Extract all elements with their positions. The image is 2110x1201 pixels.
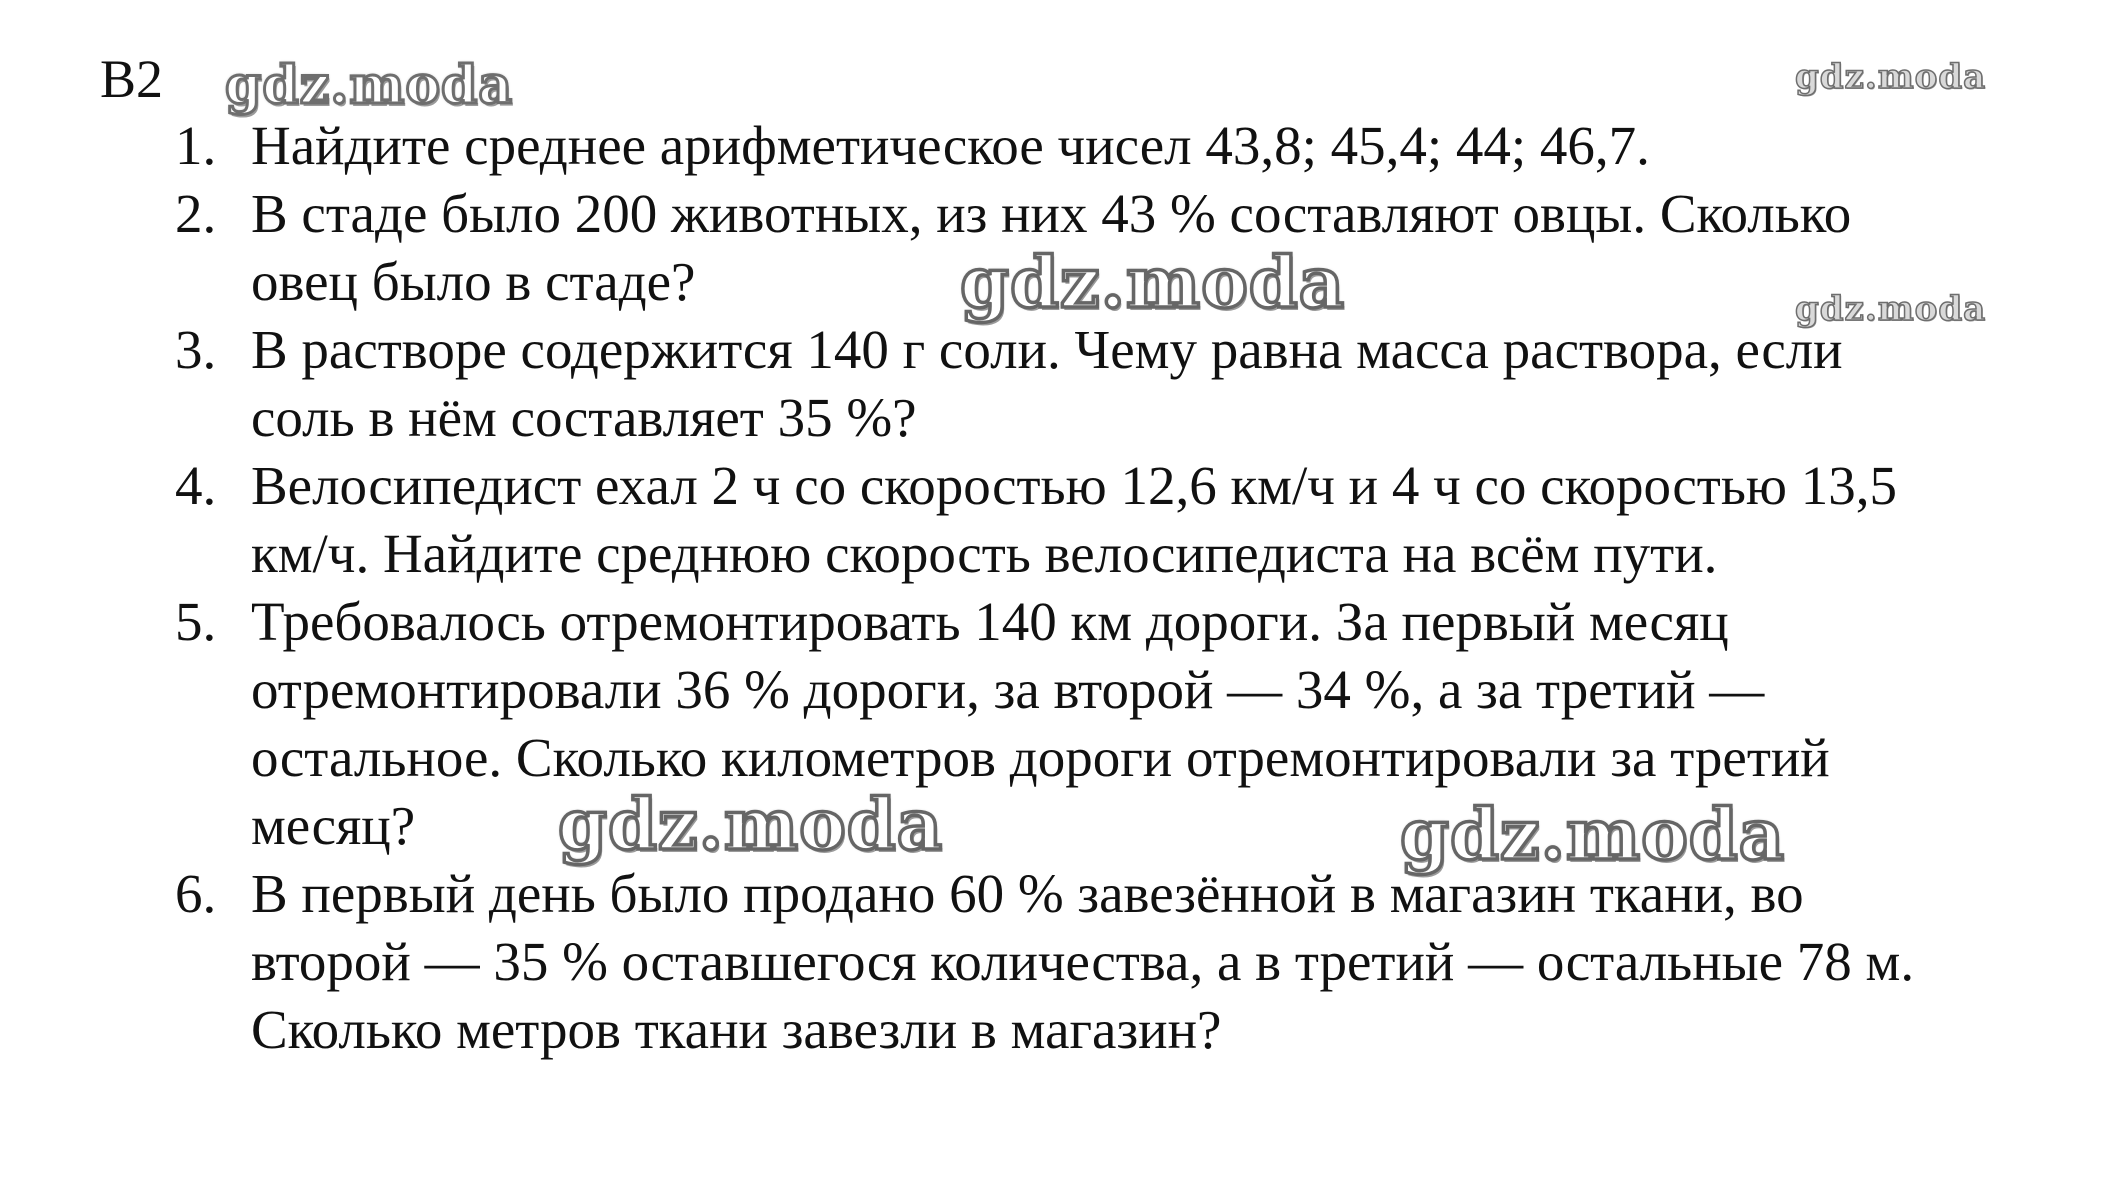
problem-item-6 bbox=[175, 860, 2055, 1064]
problem-text bbox=[251, 860, 2055, 1064]
problem-number: 2. bbox=[175, 183, 217, 244]
problem-text bbox=[251, 452, 2055, 588]
watermark-logo: gdz.moda bbox=[558, 783, 944, 866]
problem-line: В первый день было продано 60 % завезённой в магазин ткани, во bbox=[251, 863, 1804, 924]
problem-line: Велосипедист ехал 2 ч со скоростью 12,6 км/ч и 4 ч со скоростью 13,5 bbox=[251, 455, 1897, 516]
watermark-logo: gdz.moda bbox=[1400, 793, 1786, 876]
problem-line: месяц? bbox=[251, 795, 416, 856]
problem-line: Сколько метров ткани завезли в магазин? bbox=[251, 999, 1222, 1060]
problem-number: 1. bbox=[175, 115, 217, 176]
problem-line: овец было в стаде? bbox=[251, 251, 696, 312]
problem-text bbox=[251, 316, 2055, 452]
problem-line: В стаде было 200 животных, из них 43 % составляют овцы. Сколько bbox=[251, 183, 1852, 244]
variant-label: B2 bbox=[100, 49, 164, 109]
watermark-logo: gdz.moda bbox=[960, 241, 1346, 324]
problem-number: 5. bbox=[175, 591, 217, 652]
problem-number: 6. bbox=[175, 863, 217, 924]
problem-line: отремонтировали 36 % дороги, за второй — 34 %, а за третий — bbox=[251, 659, 1765, 720]
problem-number: 3. bbox=[175, 319, 217, 380]
watermark-logo: gdz.moda bbox=[1795, 289, 1987, 329]
problem-item-4 bbox=[175, 452, 2055, 588]
problem-text bbox=[251, 112, 2055, 180]
problem-line: В растворе содержится 140 г соли. Чему равна масса раствора, если bbox=[251, 319, 1843, 380]
problem-line: Требовалось отремонтировать 140 км дороги. За первый месяц bbox=[251, 591, 1729, 652]
problem-line: км/ч. Найдите среднюю скорость велосипедиста на всём пути. bbox=[251, 523, 1718, 584]
watermark-logo: gdz.moda bbox=[1795, 57, 1987, 97]
problem-line: Найдите среднее арифметическое чисел 43,8; 45,4; 44; 46,7. bbox=[251, 115, 1650, 176]
problem-line: второй — 35 % оставшегося количества, а в третий — остальные 78 м. bbox=[251, 931, 1915, 992]
problem-item-1 bbox=[175, 112, 2055, 180]
problem-line: соль в нём составляет 35 %? bbox=[251, 387, 917, 448]
problem-item-3 bbox=[175, 316, 2055, 452]
problem-line: остальное. Сколько километров дороги отремонтировали за третий bbox=[251, 727, 1830, 788]
watermark-logo: gdz.moda bbox=[225, 55, 514, 116]
problem-number: 4. bbox=[175, 455, 217, 516]
